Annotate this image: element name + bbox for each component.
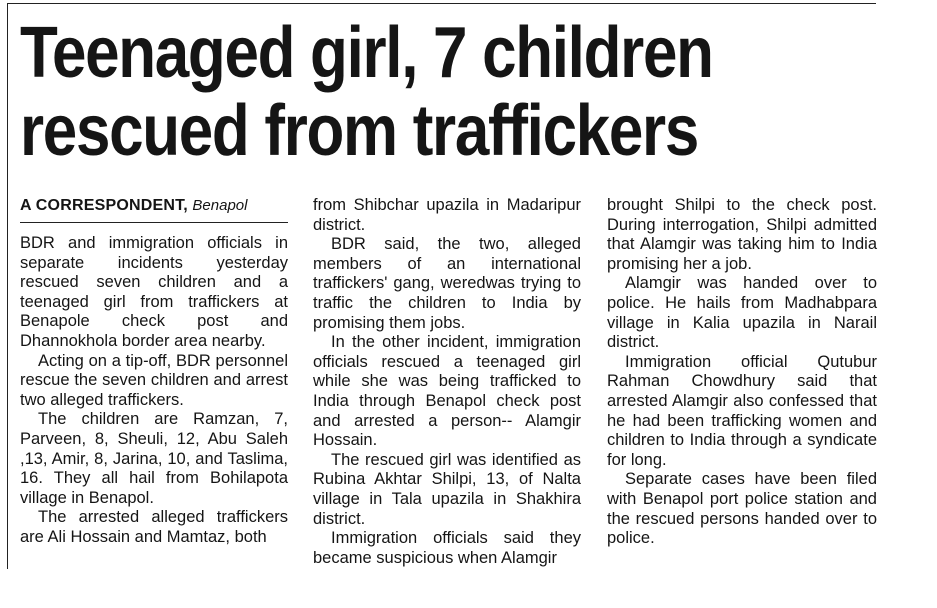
paragraph: Acting on a tip-off, BDR personnel rescue the seven children and arrest two alleged traffickers.	[20, 351, 288, 409]
paragraph: The rescued girl was identified as Rubina Akhtar Shilpi, 13, of Nalta village in Tala upazila in Shakhira district.	[313, 450, 581, 528]
left-rule	[7, 3, 8, 569]
paragraph: brought Shilpi to the check post. During interrogation, Shilpi admitted that Alamgir was taking him to India promising her a job.	[607, 196, 877, 273]
paragraph: Immigration officials said they became suspicious when Alamgir	[313, 529, 581, 567]
paragraph: from Shibchar upazila in Madaripur district.	[313, 196, 581, 234]
headline-line-1: Teenaged girl, 7 children	[20, 13, 713, 93]
byline	[20, 196, 288, 223]
top-rule	[8, 3, 876, 4]
paragraph: BDR and immigration officials in separate incidents yesterday rescued seven children and a teenaged girl from traffickers at Benapole check post and Dhannokhola border area nearby.	[20, 234, 288, 350]
paragraph: Alamgir was handed over to police. He hails from Madhabpara village in Kalia upazila in Narail district.	[607, 274, 877, 352]
article-column-1	[20, 196, 288, 548]
paragraph: The arrested alleged traffickers are Ali Hossain and Mamtaz, both	[20, 508, 288, 546]
paragraph: The children are Ramzan, 7, Parveen, 8, Sheuli, 12, Abu Saleh ,13, Amir, 8, Jarina, 10, and Taslima, 16. They all hail from Bohilapota village in Benapol.	[20, 410, 288, 507]
headline	[20, 14, 760, 170]
paragraph: BDR said, the two, alleged members of an international traffickers' gang, weredwas trying to traffic the children to India by promising them jobs.	[313, 235, 581, 332]
byline-place: Benapol	[192, 197, 248, 214]
paragraph: Immigration official Qutubur Rahman Chowdhury said that arrested Alamgir also confessed that he had been trafficking women and children to India through a syndicate for long.	[607, 352, 877, 469]
paragraph: In the other incident, immigration officials rescued a teenaged girl while she was being trafficked to India through Benapol check post and arrested a person-- Alamgir Hossain.	[313, 333, 581, 450]
byline-name: A CORRESPONDENT,	[20, 197, 188, 214]
headline-line-2: rescued from traffickers	[20, 91, 698, 171]
article-column-2	[313, 196, 581, 568]
paragraph: Separate cases have been filed with Benapol port police station and the rescued persons handed over to police.	[607, 470, 877, 548]
article-column-3	[607, 196, 877, 549]
